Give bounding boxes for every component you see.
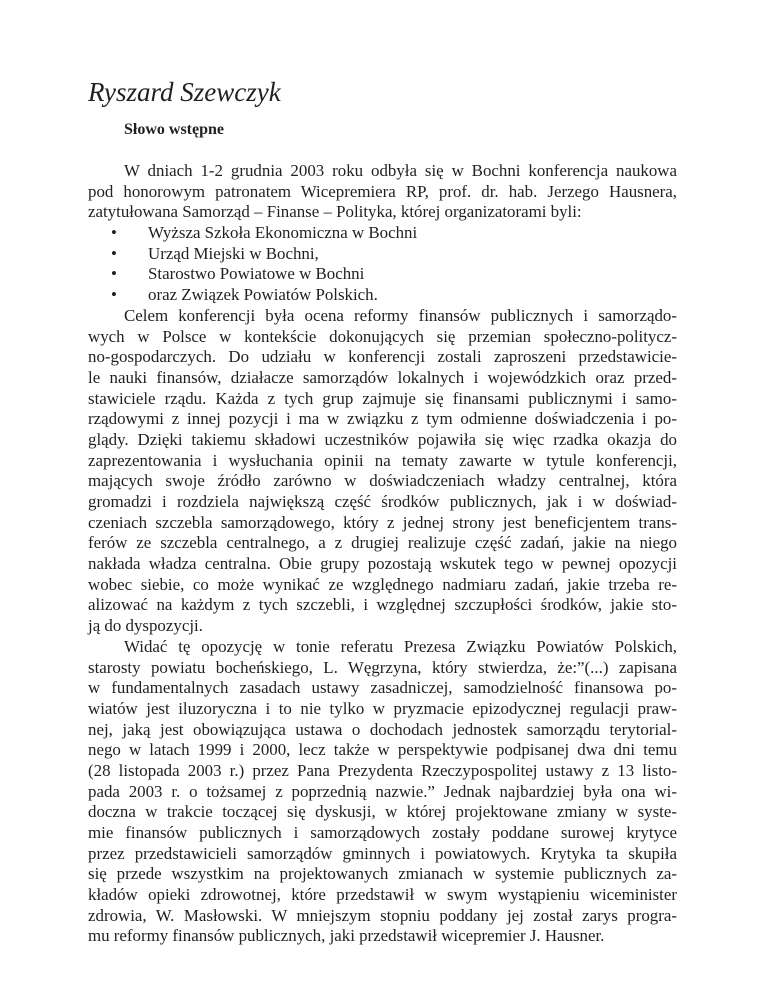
list-item [88, 223, 677, 244]
list-item [88, 285, 677, 306]
text-line: mu reformy finansów publicznych, jaki przedstawił wicepremier J. Hausner. [88, 926, 605, 946]
bullet-glyph: • [111, 223, 117, 243]
text-line: w fundamentalnych zasadach ustawy zasadniczej, samodzielność finansowa po- [88, 678, 677, 698]
text-line: mających swoje źródło zarówno w doświadczeniach władzy centralnej, która [88, 471, 677, 491]
text-line: zdrowia, W. Masłowski. W mniejszym stopniu poddany jej został zarys progra- [88, 905, 677, 925]
bullet-glyph: • [111, 243, 117, 263]
list-item-text: Urząd Miejski w Bochni, [148, 243, 319, 263]
text-line: wiatów jest iluzoryczna i to nie tylko w pryzmacie epizodycznej regulacji praw- [88, 698, 677, 718]
author-name: Ryszard Szewczyk [88, 77, 281, 107]
text-line: zatytułowana Samorząd – Finanse – Polityka, której organizatorami byli: [88, 202, 582, 222]
body-text [88, 161, 677, 947]
text-line: wych w Polsce w kontekście dokonujących się przemian społeczno-politycz- [88, 326, 677, 346]
text-line: no-gospodarczych. Do udziału w konferencji zostali zaproszeni przedstawicie- [88, 347, 677, 367]
text-line: przez przedstawicieli samorządów gminnych i powiatowych. Krytyka ta skupiła [88, 843, 677, 863]
text-line: alizować na każdym z tych szczebli, i względnej szczupłości środków, jakie sto- [88, 595, 677, 615]
text-line: nej, jaką jest obowiązująca ustawa o dochodach jednostek samorządu terytorial- [88, 719, 677, 739]
text-line: mie finansów publicznych i samorządowych zostały poddane surowej krytyce [88, 823, 677, 842]
text-line: stawiciele rządu. Każda z tych grup zajmuje się finansami publicznymi i samo- [88, 388, 677, 408]
text-line: ją do dyspozycji. [88, 616, 203, 636]
text-line: W dniach 1-2 grudnia 2003 roku odbyła się w Bochni konferencja naukowa [124, 161, 677, 180]
list-item [88, 264, 677, 285]
text-line: (28 listopada 2003 r.) przez Pana Prezydenta Rzeczypospolitej ustawy z 13 listo- [88, 760, 677, 780]
text-line: le nauki finansów, działacze samorządów lokalnych i wojewódzkich oraz przed- [88, 367, 677, 387]
text-line: Celem konferencji była ocena reformy finansów publicznych i samorządo- [124, 305, 677, 325]
text-line: zaprezentowania i wysłuchania opinii na tematy zawarte w tytule konferencji, [88, 450, 677, 470]
section-title: Słowo wstępne [124, 121, 225, 138]
list-item [88, 244, 677, 265]
list-item-text: Wyższa Szkoła Ekonomiczna w Bochni [148, 223, 418, 243]
text-line: Widać tę opozycję w tonie referatu Prezesa Związku Powiatów Polskich, [124, 636, 677, 656]
list-item-text: oraz Związek Powiatów Polskich. [148, 285, 378, 305]
text-line: nego w latach 1999 i 2000, lecz także w perspektywie podpisanej dwa dni temu [88, 740, 677, 760]
text-line: doczna w trakcie toczącej się dyskusji, w której projektowane zmiany w syste- [88, 802, 677, 822]
text-line: starosty powiatu bocheńskiego, L. Węgrzyna, który stwierdza, że:”(...) zapisana [88, 657, 677, 677]
list-item-text: Starostwo Powiatowe w Bochni [148, 264, 365, 284]
text-line: pada 2003 r. o tożsamej z poprzednią nazwie.” Jednak najbardziej była ona wi- [88, 781, 677, 801]
text-line: glądy. Dzięki takiemu składowi uczestników pojawiła się więc rzadka okazja do [88, 429, 677, 449]
text-line: rządowymi z innej pozycji i ma w związku z tym odmienne doświadczenia i po- [88, 409, 677, 429]
text-line: pod honorowym patronatem Wicepremiera RP, prof. dr. hab. Jerzego Hausnera, [88, 181, 677, 201]
text-line: się przede wszystkim na projektowanych zmianach w systemie publicznych za- [88, 864, 677, 884]
bullet-glyph: • [111, 264, 117, 284]
text-line: wobec siebie, co może wynikać ze względnego nadmiaru zadań, jakie trzeba re- [88, 574, 677, 594]
text-line: ferów ze szczebla centralnego, a z drugiej realizuje część zadań, jakie na niego [88, 533, 677, 553]
text-line: czeniach szczebla samorządowego, który z jednej strony jest beneficjentem trans- [88, 512, 677, 532]
text-line: kładów opieki zdrowotnej, które przedstawił w swym wystąpieniu wiceminister [88, 885, 677, 905]
text-line: nakłada władza centralna. Obie grupy pozostają wskutek tego w pewnej opozycji [88, 554, 677, 574]
text-line: gromadzi i rozdziela największą część środków publicznych, jak i w doświad- [88, 492, 677, 511]
bullet-glyph: • [111, 285, 117, 305]
